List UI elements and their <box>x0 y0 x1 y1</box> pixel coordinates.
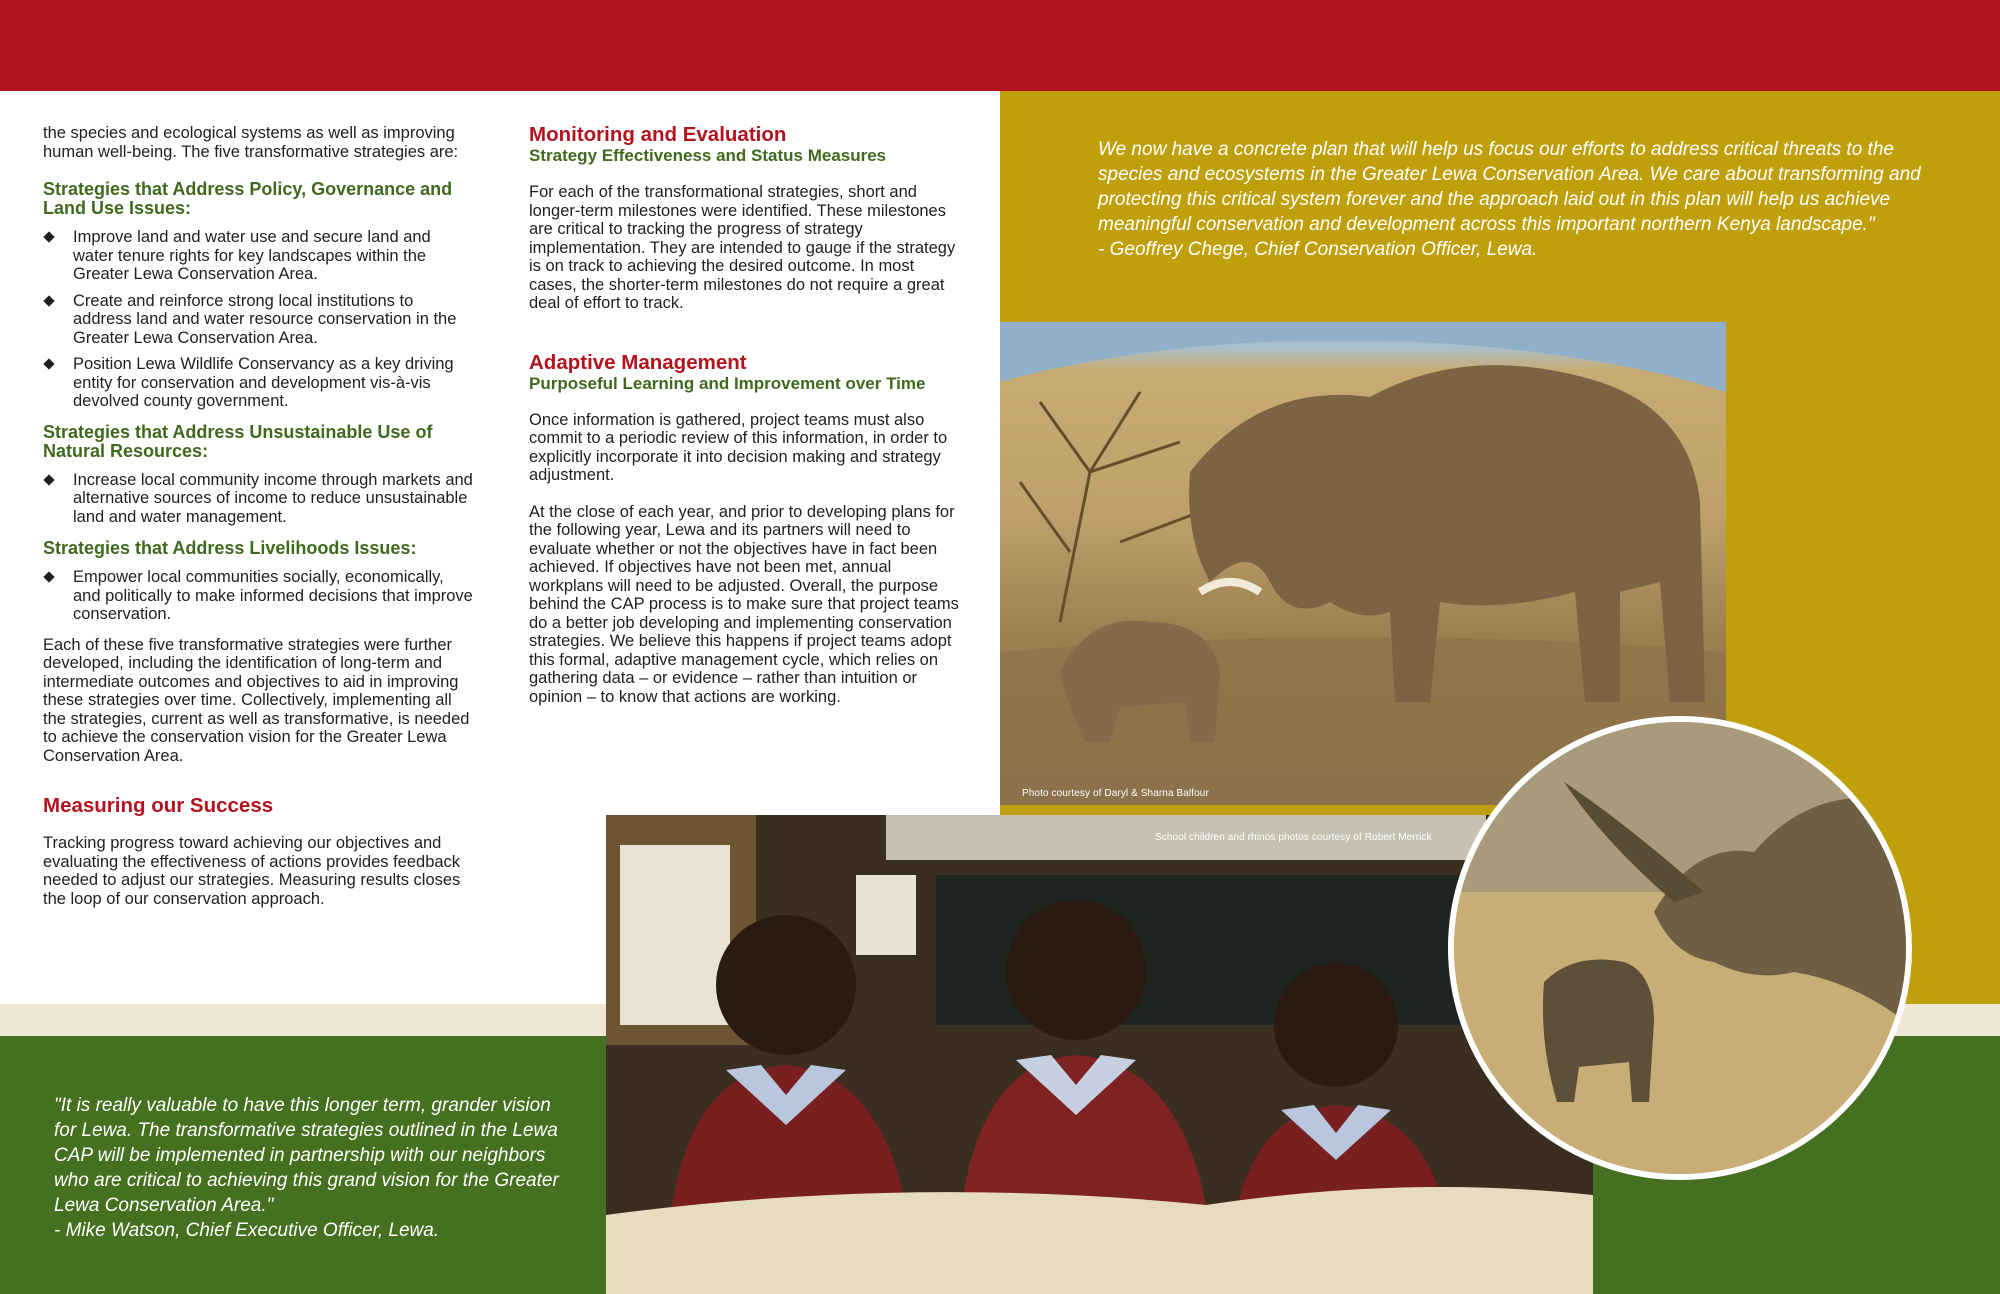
poster <box>856 875 916 955</box>
policy-bullet-list <box>43 228 473 411</box>
monitoring-subheading: Strategy Effectiveness and Status Measures <box>529 146 887 165</box>
adaptive-text-2: At the close of each year, and prior to developing plans for the following year, Lewa and its partners will need to evaluate whether or not the objectives have in fact been achieved. If objectives have not been met, annual workplans will need to be adjusted. Overall, the purpose behind the CAP process is to make sure that project teams do a better job developing and implementing conservation strategies. We believe this happens if project teams adopt this formal, adaptive management cycle, which relies on gathering data – or evidence – rather than intuition or opinion – to know that actions are working. <box>529 502 959 706</box>
open-books <box>606 1187 1593 1294</box>
livelihoods-bullet-list <box>43 568 473 624</box>
adaptive-text-1: Once information is gathered, project teams must also commit to a periodic review of this information, in order to explicitly incorporate it into decision making and strategy adjustment. <box>529 410 948 484</box>
measuring-heading: Measuring our Success <box>43 794 274 817</box>
top-quote-attribution: - Geoffrey Chege, Chief Conservation Officer, Lewa. <box>1098 239 1538 260</box>
top-red-band <box>0 0 2000 91</box>
rhino-illustration <box>1454 722 1906 1174</box>
monitoring-text: For each of the transformational strategies, short and longer-term milestones were identified. These milestones are critical to tracking the progress of strategy implementation. They are intended to gauge if the strategy is on track to achieving the desired outcome. In most cases, the shorter-term milestones do not require a great deal of effort to track. <box>529 183 956 312</box>
window <box>620 845 730 1025</box>
intro-text: the species and ecological systems as well as improving human well-being. The five transformative strategies are: <box>43 124 459 161</box>
school-children-photo <box>606 815 1593 1294</box>
bottom-quote-attribution: - Mike Watson, Chief Executive Officer, Lewa. <box>54 1220 440 1241</box>
sky <box>1000 322 1726 392</box>
list-item: Increase local community income through markets and alternative sources of income to reduce unsustainable land and water management. <box>43 471 473 527</box>
bottom-quote-text: "It is really valuable to have this longer term, grander vision for Lewa. The transformative strategies outlined in the Lewa CAP will be implemented in partnership with our neighbors who are critical to achieving this grand vision for the Greater Lewa Conservation Area." <box>54 1095 559 1216</box>
list-item: Improve land and water use and secure land and water tenure rights for key landscapes within the Greater Lewa Conservation Area. <box>43 228 473 284</box>
list-item: Create and reinforce strong local institutions to address land and water resource conservation in the Greater Lewa Conservation Area. <box>43 292 473 348</box>
list-item: Position Lewa Wildlife Conservancy as a key driving entity for conservation and development vis-à-vis devolved county government. <box>43 355 473 411</box>
resources-bullet-list <box>43 471 473 527</box>
list-item: Empower local communities socially, economically, and politically to make informed decisions that improve conservation. <box>43 568 473 624</box>
livelihoods-heading: Strategies that Address Livelihoods Issues: <box>43 538 417 558</box>
adaptive-subheading: Purposeful Learning and Improvement over Time <box>529 373 926 393</box>
adaptive-heading: Adaptive Management <box>529 350 747 374</box>
resources-heading: Strategies that Address Unsustainable Use of Natural Resources: <box>43 421 433 461</box>
elephant-caption: Photo courtesy of Daryl & Sharna Balfour <box>1022 788 1209 799</box>
rhino-photo <box>1448 716 1912 1180</box>
measuring-text: Tracking progress toward achieving our objectives and evaluating the effectiveness of actions provides feedback needed to adjust our strategies. Measuring results closes the loop of our conservation approach. <box>43 834 461 908</box>
policy-heading: Strategies that Address Policy, Governance and Land Use Issues: <box>43 179 453 218</box>
tusk <box>1200 582 1260 592</box>
bottom-quote <box>54 1093 564 1243</box>
top-quote-text: We now have a concrete plan that will help us focus our efforts to address critical threats to the species and ecosystems in the Greater Lewa Conservation Area. We care about transforming and protecting this critical system forever and the approach laid out in this plan will help us achieve meaningful conservation and development across this important northern Kenya landscape." <box>1098 139 1921 235</box>
monitoring-heading: Monitoring and Evaluation <box>529 123 787 146</box>
closing-text: Each of these five transformative strategies were further developed, including the identification of long-term and intermediate outcomes and objectives to aid in improving these strategies over time. Collectively, implementing all the strategies, current as well as transformative, is needed to achieve the conservation vision for the Greater Lewa Conservation Area. <box>43 635 470 765</box>
school-illustration <box>606 815 1593 1294</box>
middle-column <box>529 124 962 706</box>
school-caption: School children and rhinos photos courtesy of Robert Merrick <box>1155 832 1432 843</box>
top-quote <box>1098 137 1928 262</box>
left-column <box>43 124 473 908</box>
acacia-bush <box>1020 392 1200 622</box>
